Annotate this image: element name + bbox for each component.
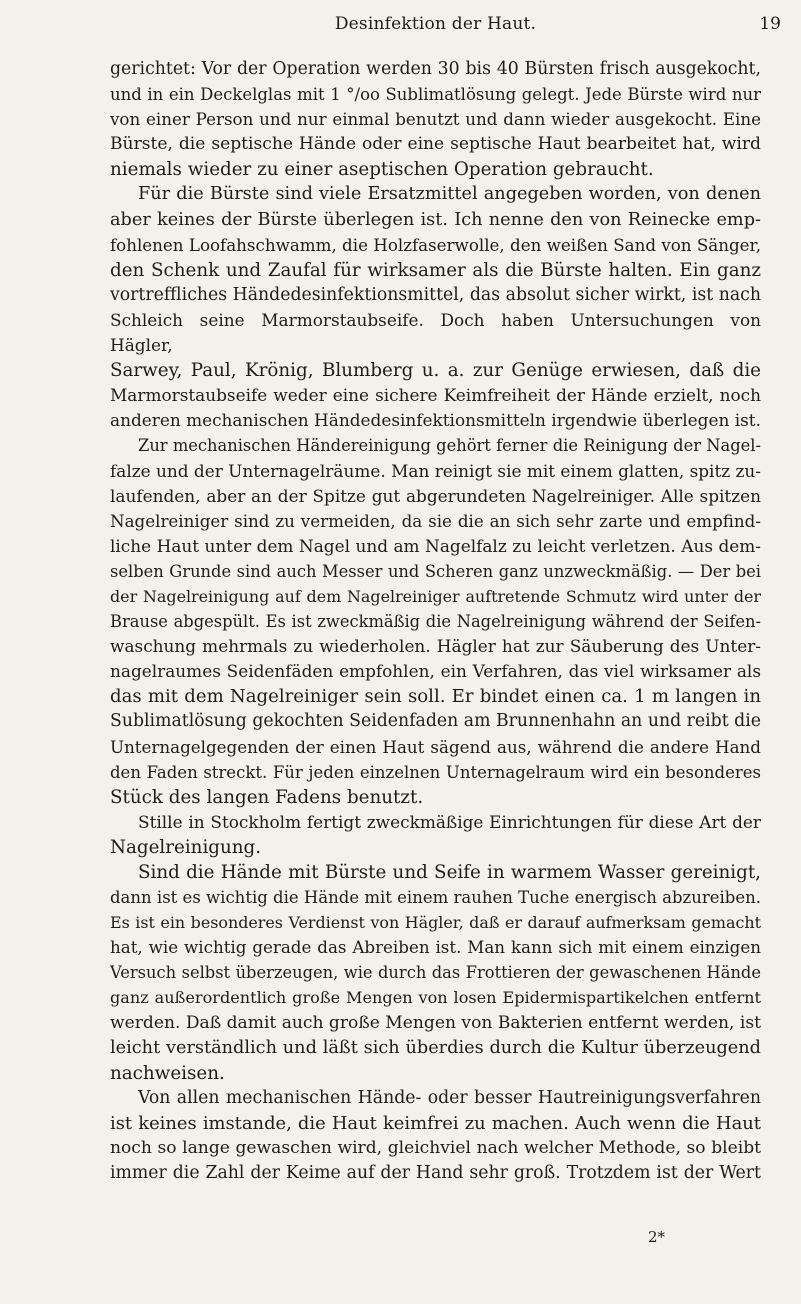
text-line: immer die Zahl der Keime auf der Hand sehr groß. Trotzdem ist der Wert bbox=[110, 1163, 761, 1184]
text-line: den Schenk und Zaufal für wirksamer als die Bürste halten. Ein ganz bbox=[110, 259, 761, 281]
text-line: Bürste, die septische Hände oder eine septische Haut bearbeitet hat, wird bbox=[110, 134, 761, 155]
text-line: Nagelreiniger sind zu vermeiden, da sie die an sich sehr zarte und empfind- bbox=[110, 510, 761, 531]
text-line: von einer Person und nur einmal benutzt und dann wieder ausgekocht. Eine bbox=[110, 109, 761, 130]
page-number: 19 bbox=[759, 14, 781, 34]
paragraph-5 bbox=[110, 860, 761, 1086]
paragraph-4 bbox=[110, 810, 761, 860]
text-line: nachweisen. bbox=[110, 1062, 225, 1084]
text-line: leicht verständlich und läßt sich überdies durch die Kultur überzeugend bbox=[110, 1037, 761, 1058]
text-line: dann ist es wichtig die Hände mit einem rauhen Tuche energisch abzureiben. bbox=[110, 888, 761, 908]
paragraph-6 bbox=[110, 1086, 761, 1186]
text-line: Es ist ein besonderes Verdienst von Hägler, daß er darauf aufmerksam gemacht bbox=[110, 913, 761, 933]
text-line: nagelraumes Seidenfäden empfohlen, ein Verfahren, das viel wirksamer als bbox=[110, 661, 761, 682]
running-header bbox=[110, 14, 781, 40]
text-line: aber keines der Bürste überlegen ist. Ich nenne den von Reinecke emp- bbox=[110, 209, 761, 230]
text-line: Sarwey, Paul, Krönig, Blumberg u. a. zur Genüge erwiesen, daß die bbox=[110, 360, 761, 382]
text-line: Sublimatlösung gekochten Seidenfaden am Brunnenhahn an und reibt die bbox=[110, 711, 761, 732]
text-line: den Faden streckt. Für jeden einzelnen Unternagelraum wird ein besonderes bbox=[110, 762, 761, 782]
body-text bbox=[110, 57, 761, 1186]
text-line: fohlenen Loofahschwamm, die Holzfaserwolle, den weißen Sand von Sänger, bbox=[110, 234, 761, 255]
text-line: vortreffliches Händedesinfektionsmittel, das absolut sicher wirkt, ist nach bbox=[110, 284, 761, 305]
text-line: Sind die Hände mit Bürste und Seife in warmem Wasser gereinigt, bbox=[138, 862, 761, 883]
text-line: hat, wie wichtig gerade das Abreiben ist. Man kann sich mit einem einzigen bbox=[110, 937, 761, 958]
signature-mark: 2* bbox=[648, 1228, 666, 1246]
text-line: Stille in Stockholm fertigt zweckmäßige Einrichtungen für diese Art der bbox=[138, 811, 761, 832]
text-line: Nagelreinigung. bbox=[110, 836, 262, 858]
text-line: Von allen mechanischen Hände- oder besser Hautreinigungsverfahren bbox=[138, 1087, 761, 1108]
paragraph-2 bbox=[110, 182, 761, 433]
text-line: laufenden, aber an der Spitze gut abgerundeten Nagelreiniger. Alle spitzen bbox=[110, 485, 761, 506]
text-line: anderen mechanischen Händedesinfektionsmitteln irgendwie überlegen ist. bbox=[110, 410, 761, 431]
running-title: Desinfektion der Haut. bbox=[334, 14, 537, 34]
text-line: Stück des langen Fadens benutzt. bbox=[110, 786, 424, 808]
text-line: liche Haut unter dem Nagel und am Nagelfalz zu leicht verletzen. Aus dem- bbox=[110, 535, 761, 556]
paragraph-1 bbox=[110, 57, 761, 182]
text-line: niemals wieder zu einer aseptischen Operation gebraucht. bbox=[110, 159, 654, 181]
text-line: gerichtet: Vor der Operation werden 30 bis 40 Bürsten frisch ausgekocht, bbox=[110, 59, 761, 79]
text-line: waschung mehrmals zu wiederholen. Hägler hat zur Säuberung des Unter- bbox=[110, 636, 761, 657]
text-line: werden. Daß damit auch große Mengen von Bakterien entfernt werden, ist bbox=[110, 1012, 761, 1033]
text-line: ganz außerordentlich große Mengen von losen Epidermispartikelchen entfernt bbox=[110, 988, 761, 1008]
text-line: der Nagelreinigung auf dem Nagelreiniger auftretende Schmutz wird unter der bbox=[110, 586, 761, 606]
text-line: Zur mechanischen Händereinigung gehört ferner die Reinigung der Nagel- bbox=[138, 436, 761, 456]
text-line: Brause abgespült. Es ist zweckmäßig die Nagelreinigung während der Seifen- bbox=[110, 612, 761, 632]
text-line: selben Grunde sind auch Messer und Scheren ganz unzweckmäßig. — Der bei bbox=[110, 561, 761, 581]
text-line: das mit dem Nagelreiniger sein soll. Er bindet einen ca. 1 m langen in bbox=[110, 686, 761, 708]
text-line: ist keines imstande, die Haut keimfrei zu machen. Auch wenn die Haut bbox=[110, 1112, 761, 1134]
text-line: Versuch selbst überzeugen, wie durch das Frottieren der gewaschenen Hände bbox=[110, 963, 761, 983]
text-line: Schleich seine Marmorstaubseife. Doch haben Untersuchungen von Hägler, bbox=[110, 309, 761, 356]
text-line: und in ein Deckelglas mit 1 °/oo Sublimatlösung gelegt. Jede Bürste wird nur bbox=[110, 85, 761, 105]
text-line: Marmorstaubseife weder eine sichere Keimfreiheit der Hände erzielt, noch bbox=[110, 385, 761, 406]
text-line: Für die Bürste sind viele Ersatzmittel angegeben worden, von denen bbox=[138, 184, 761, 205]
text-line: noch so lange gewaschen wird, gleichviel nach welcher Methode, so bleibt bbox=[110, 1138, 761, 1159]
text-line: falze und der Unternagelräume. Man reinigt sie mit einem glatten, spitz zu- bbox=[110, 460, 761, 481]
paragraph-3 bbox=[110, 433, 761, 809]
text-line: Unternagelgegenden der einen Haut sägend aus, während die andere Hand bbox=[110, 736, 761, 757]
